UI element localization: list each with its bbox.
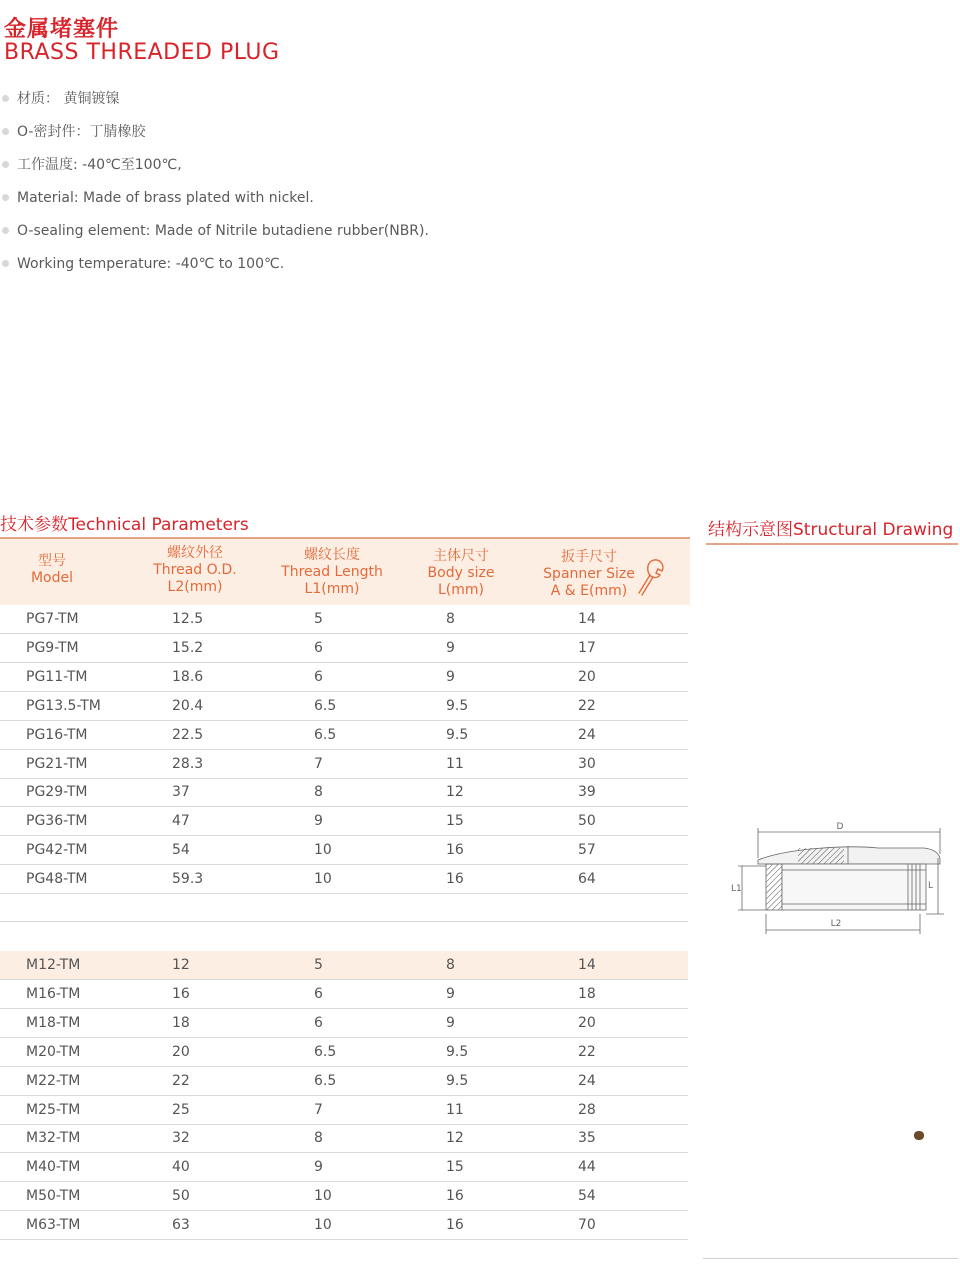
cell-spanner-size: 44 — [578, 1159, 596, 1176]
cell-thread-length: 9 — [314, 813, 323, 830]
cell-thread-length: 9 — [314, 1159, 323, 1176]
drawing-label-l1: L1 — [731, 884, 742, 894]
title-english: BRASS THREADED PLUG — [4, 40, 280, 65]
cell-spanner-size: 54 — [578, 1188, 596, 1205]
table-row — [0, 605, 688, 634]
table-row — [0, 951, 688, 980]
table-row — [0, 692, 688, 721]
bullet-dot-icon — [2, 260, 9, 267]
cell-body-size: 9 — [446, 1014, 455, 1031]
cell-thread-od: 28.3 — [172, 755, 204, 772]
cell-model: PG16-TM — [26, 726, 88, 743]
cell-body-size: 11 — [446, 755, 464, 772]
cell-spanner-size: 50 — [578, 813, 596, 830]
header-spanner-size: 扳手尺寸 Spanner Size A & E(mm) — [543, 549, 635, 599]
spec-item: Material: Made of brass plated with nickel. — [0, 187, 429, 220]
table-row — [0, 807, 688, 836]
cell-thread-od: 16 — [172, 985, 190, 1002]
title-chinese: 金属堵塞件 — [4, 17, 120, 42]
cell-spanner-size: 14 — [578, 957, 596, 973]
cell-thread-length: 10 — [314, 1188, 332, 1205]
cell-thread-length: 5 — [314, 957, 323, 973]
cell-thread-od: 47 — [172, 813, 190, 830]
table-row — [0, 721, 688, 750]
cell-thread-length: 6.5 — [314, 1072, 337, 1089]
header-model: 型号 Model — [30, 553, 74, 586]
cell-body-size: 9 — [446, 985, 455, 1002]
cell-spanner-size: 20 — [578, 1014, 596, 1031]
cell-thread-length: 10 — [314, 871, 332, 888]
print-speck — [914, 1131, 924, 1140]
cell-body-size: 16 — [446, 871, 464, 888]
spec-item: 工作温度: -40℃至100℃, — [0, 154, 429, 187]
right-bottom-rule — [703, 1258, 958, 1259]
cell-thread-od: 15.2 — [172, 639, 204, 656]
bullet-dot-icon — [2, 161, 9, 168]
spec-item: 材质： 黄铜镀镍 — [0, 88, 429, 121]
cell-spanner-size: 70 — [578, 1217, 596, 1234]
cell-body-size: 15 — [446, 1159, 464, 1176]
cell-body-size: 12 — [446, 784, 464, 801]
cell-spanner-size: 22 — [578, 1043, 596, 1060]
cell-thread-od: 12.5 — [172, 611, 204, 627]
cell-thread-length: 7 — [314, 755, 323, 772]
spec-list — [0, 88, 429, 286]
cell-thread-od: 59.3 — [172, 871, 204, 888]
table-row — [0, 980, 688, 1009]
table-row — [0, 778, 688, 807]
cell-thread-length: 10 — [314, 1217, 332, 1234]
cell-thread-length: 6 — [314, 985, 323, 1002]
cell-model: M18-TM — [26, 1014, 81, 1031]
bullet-dot-icon — [2, 95, 9, 102]
table-row — [0, 1153, 688, 1182]
cell-body-size: 8 — [446, 957, 455, 973]
cell-spanner-size: 64 — [578, 871, 596, 888]
cell-spanner-size: 39 — [578, 784, 596, 801]
cell-body-size: 16 — [446, 842, 464, 859]
cell-model: M25-TM — [26, 1101, 81, 1118]
cell-model: PG7-TM — [26, 611, 79, 627]
bullet-dot-icon — [2, 227, 9, 234]
cell-thread-od: 37 — [172, 784, 190, 801]
spec-item: Working temperature: -40℃ to 100℃. — [0, 253, 429, 286]
cell-thread-od: 50 — [172, 1188, 190, 1205]
cell-thread-od: 25 — [172, 1101, 190, 1118]
table-row — [0, 865, 688, 894]
cell-body-size: 9.5 — [446, 697, 469, 714]
cell-model: M12-TM — [26, 957, 81, 973]
cell-thread-od: 20 — [172, 1043, 190, 1060]
cell-model: M16-TM — [26, 985, 81, 1002]
table-row — [0, 1067, 688, 1096]
drawing-label-l2: L2 — [830, 919, 842, 929]
cell-body-size: 16 — [446, 1188, 464, 1205]
header-thread-od: 螺纹外径 Thread O.D. L2(mm) — [153, 545, 237, 595]
cell-body-size: 8 — [446, 611, 455, 627]
spanner-icon — [636, 557, 666, 597]
cell-thread-od: 32 — [172, 1130, 190, 1147]
cell-spanner-size: 14 — [578, 611, 596, 627]
cell-body-size: 9 — [446, 639, 455, 656]
table-row — [0, 1096, 688, 1125]
cell-body-size: 9.5 — [446, 1072, 469, 1089]
table-row — [0, 663, 688, 692]
table-row — [0, 634, 688, 663]
cell-thread-od: 20.4 — [172, 697, 204, 714]
cell-model: PG21-TM — [26, 755, 88, 772]
cell-spanner-size: 24 — [578, 726, 596, 743]
drawing-heading-rule — [706, 543, 958, 545]
cell-thread-od: 18.6 — [172, 668, 204, 685]
header-thread-length: 螺纹长度 Thread Length L1(mm) — [281, 547, 383, 597]
cell-body-size: 9.5 — [446, 1043, 469, 1060]
cell-spanner-size: 57 — [578, 842, 596, 859]
cell-spanner-size: 30 — [578, 755, 596, 772]
table-row — [0, 1182, 688, 1211]
table-row — [0, 836, 688, 865]
table-row — [0, 750, 688, 779]
cell-thread-length: 6 — [314, 1014, 323, 1031]
cell-model: PG11-TM — [26, 668, 88, 685]
cell-body-size: 12 — [446, 1130, 464, 1147]
cell-thread-length: 8 — [314, 784, 323, 801]
cell-model: M50-TM — [26, 1188, 81, 1205]
cell-thread-od: 63 — [172, 1217, 190, 1234]
spec-item: O-sealing element: Made of Nitrile butadiene rubber(NBR). — [0, 220, 429, 253]
cell-thread-od: 18 — [172, 1014, 190, 1031]
cell-spanner-size: 24 — [578, 1072, 596, 1089]
table-header — [0, 539, 690, 605]
cell-thread-od: 54 — [172, 842, 190, 859]
structural-drawing-heading: 结构示意图Structural Drawing — [708, 520, 954, 540]
cell-thread-od: 22.5 — [172, 726, 204, 743]
cell-body-size: 16 — [446, 1217, 464, 1234]
header-body-size: 主体尺寸 Body size L(mm) — [427, 548, 495, 598]
cell-model: M20-TM — [26, 1043, 81, 1060]
cell-thread-od: 12 — [172, 957, 190, 973]
cell-thread-od: 40 — [172, 1159, 190, 1176]
cell-spanner-size: 18 — [578, 985, 596, 1002]
cell-spanner-size: 22 — [578, 697, 596, 714]
drawing-label-d: D — [836, 822, 844, 832]
cell-thread-length: 6.5 — [314, 726, 337, 743]
cell-spanner-size: 20 — [578, 668, 596, 685]
table-row — [0, 1009, 688, 1038]
cell-thread-length: 7 — [314, 1101, 323, 1118]
table-row — [0, 1211, 688, 1240]
cell-body-size: 9 — [446, 668, 455, 685]
cell-model: PG48-TM — [26, 871, 88, 888]
cell-model: M40-TM — [26, 1159, 81, 1176]
cell-body-size: 11 — [446, 1101, 464, 1118]
cell-model: PG9-TM — [26, 639, 79, 656]
cell-model: PG29-TM — [26, 784, 88, 801]
cell-model: PG42-TM — [26, 842, 88, 859]
cell-thread-length: 6.5 — [314, 697, 337, 714]
cell-model: M63-TM — [26, 1217, 81, 1234]
cell-model: PG13.5-TM — [26, 697, 101, 714]
cell-thread-length: 5 — [314, 611, 323, 627]
drawing-label-l: L — [928, 881, 934, 891]
cell-model: M22-TM — [26, 1072, 81, 1089]
cell-body-size: 9.5 — [446, 726, 469, 743]
bullet-dot-icon — [2, 128, 9, 135]
table-row — [0, 1038, 688, 1067]
cell-thread-od: 22 — [172, 1072, 190, 1089]
cell-thread-length: 8 — [314, 1130, 323, 1147]
structural-drawing — [728, 818, 948, 938]
table-divider — [0, 921, 688, 922]
cell-thread-length: 6 — [314, 639, 323, 656]
cell-spanner-size: 28 — [578, 1101, 596, 1118]
cell-model: M32-TM — [26, 1130, 81, 1147]
cell-thread-length: 10 — [314, 842, 332, 859]
spec-item: O-密封件：丁腈橡胶 — [0, 121, 429, 154]
cell-spanner-size: 35 — [578, 1130, 596, 1147]
cell-thread-length: 6 — [314, 668, 323, 685]
table-row — [0, 1124, 688, 1153]
cell-spanner-size: 17 — [578, 639, 596, 656]
cell-body-size: 15 — [446, 813, 464, 830]
cell-thread-length: 6.5 — [314, 1043, 337, 1060]
cell-model: PG36-TM — [26, 813, 88, 830]
bullet-dot-icon — [2, 194, 9, 201]
tech-parameters-heading: 技术参数Technical Parameters — [0, 515, 249, 535]
